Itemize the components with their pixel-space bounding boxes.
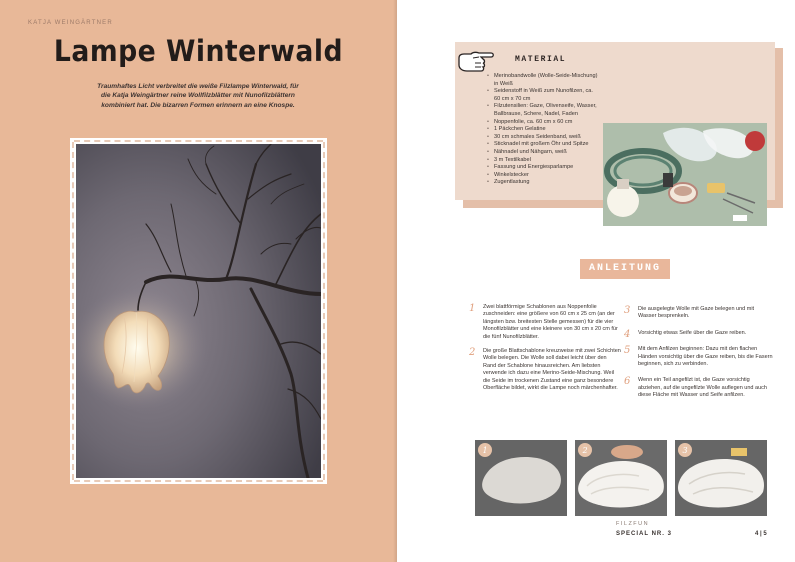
step-photo-badge-label: 2 <box>582 446 588 455</box>
step-number: 6 <box>624 376 631 388</box>
step-photo-3 <box>675 440 767 516</box>
material-item: • 30 cm schmales Seidenband, weiß <box>487 134 599 142</box>
footer-page-numbers: 4 | 5 <box>755 531 767 537</box>
step-text: Die ausgelegte Wolle mit Gaze belegen und mit Wasser besprenkeln. <box>638 306 755 320</box>
step-text: Vorsichtig etwas Seife über die Gaze reiben. <box>638 329 747 336</box>
step-text: Zwei blattförmige Schablonen aus Noppenfolie zuschneiden: eine größere von 60 cm x 25 cm (an der längsten bzw. breitesten Stelle gemessen) für die vier Monofilzblätter und eine kleinere von 30 cm x 20 cm für die fünf Nunofilzblätter. <box>483 304 618 340</box>
instruction-step <box>624 306 774 321</box>
step-photo-2 <box>575 440 667 516</box>
intro-text: Traumhaftes Licht verbreitet die weiße Filzlampe Winterwald, für die Katja Weingärtner reine Wollfilzblätter mit Nunofilzblättern kombiniert hat. Die bizarren Formen erinnern an eine Knospe. <box>97 83 299 109</box>
material-item: • 1 Päckchen Gelatine <box>487 126 599 134</box>
steps-column-right <box>624 306 774 409</box>
step-number: 3 <box>624 305 631 316</box>
step-text: Mit dem Anfilzen beginnen: Dazu mit den flachen Händen vorsichtig über die Gaze reiben, bis die Fasern beginnen, sich zu verbinden. <box>638 346 773 368</box>
instruction-step <box>624 377 774 399</box>
material-item: • 3 m Textilkabel <box>487 157 599 165</box>
pointing-hand-icon <box>457 50 495 74</box>
instruction-step <box>469 348 621 392</box>
footer-issue: SPECIAL NR. 3 <box>616 531 672 537</box>
lamp-photo <box>76 144 321 478</box>
material-item: • Noppenfolie, ca. 60 cm x 60 cm <box>487 119 599 127</box>
anleitung-heading: ANLEITUNG <box>588 263 661 274</box>
step-number: 5 <box>624 345 631 357</box>
step-photo-badge-label: 3 <box>682 446 688 455</box>
step-text: Wenn ein Teil angefilzt ist, die Gaze vorsichtig abziehen, auf die ungefilzte Wolle auflegen und auch diese Fläche mit Wasser und Seife anfilzen. <box>638 377 767 399</box>
step-number: 4 <box>624 328 631 340</box>
footer-brand: FILZFUN <box>616 521 650 527</box>
instruction-step <box>624 346 774 368</box>
material-item: • Sticknadel mit großem Öhr und Spitze <box>487 141 599 149</box>
material-item: • Fassung und Energiesparlampe <box>487 164 599 172</box>
material-item: • Seidenstoff in Weiß zum Nunofilzen, ca. 60 cm x 70 cm <box>487 88 599 103</box>
step-text: Die große Blattschablone kreuzweise mit zwei Schichten Wolle belegen. Die Wolle soll dabei leicht über den Rand der Schablone hinausreichen. Am liebsten verwende ich dazu eine Merino-Seide-Mischung. Weil die Seide im trockenen Zustand eine ganz besondere Oberfläche bildet, wirkt die Lampe noch märchenhafter. <box>483 348 621 392</box>
step-photo-badge-label: 1 <box>482 446 488 455</box>
step-number: 2 <box>469 347 476 359</box>
instruction-step <box>469 304 621 341</box>
material-item: • Winkelstecker <box>487 172 599 180</box>
instruction-step <box>624 328 774 340</box>
right-page <box>397 0 795 562</box>
author-name: KATJA WEINGÄRTNER <box>28 20 113 26</box>
material-item: • Zugentlastung <box>487 179 599 187</box>
materials-photo <box>603 123 767 226</box>
material-item: • Nähnadel und Nähgarn, weiß <box>487 149 599 157</box>
step-number: 1 <box>469 303 476 314</box>
material-list <box>487 73 599 187</box>
steps-column-left <box>469 304 621 399</box>
left-page <box>0 0 397 562</box>
page-title: Lampe Winterwald <box>53 34 344 68</box>
lamp-photo-frame <box>70 138 327 484</box>
material-item: • Merinobandwolle (Wolle-Seide-Mischung) in Weiß <box>487 73 599 88</box>
step-photo-1 <box>475 440 567 516</box>
material-heading: MATERIAL <box>515 55 567 64</box>
material-item: • Filzutensilien: Gaze, Olivenseife, Wasser, Ballbrause, Schere, Nadel, Faden <box>487 103 599 118</box>
